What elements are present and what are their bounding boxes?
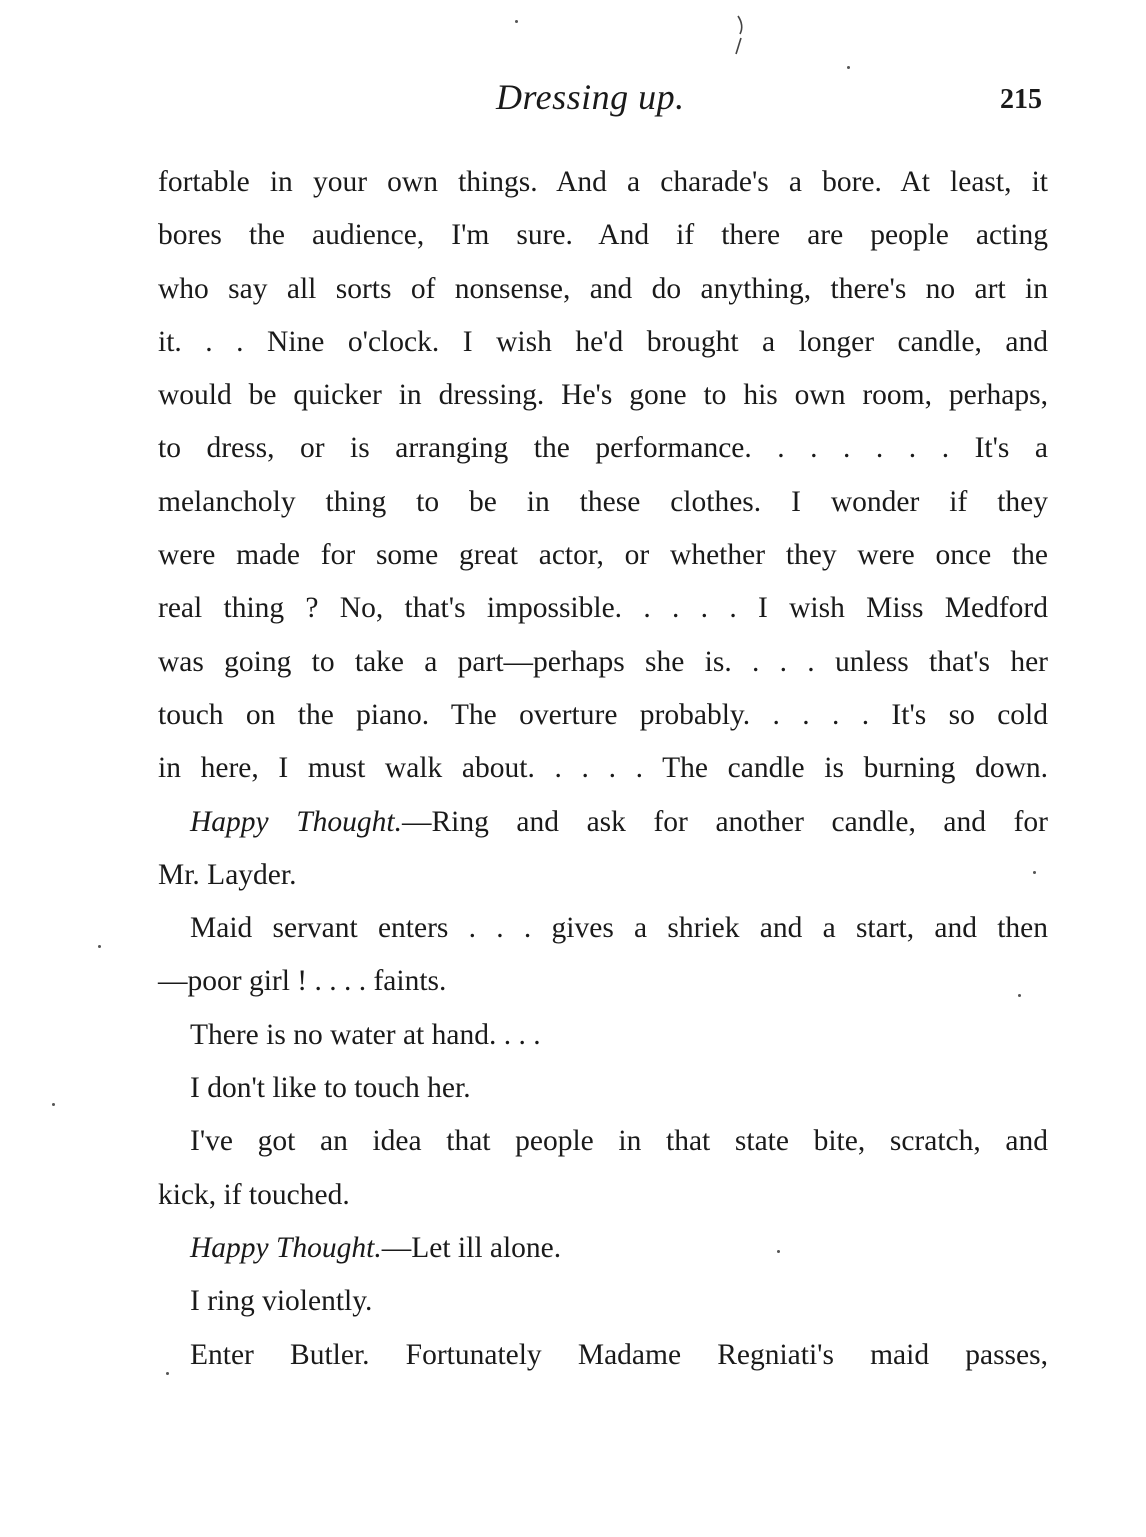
ink-mark bbox=[733, 14, 747, 56]
paragraph-line bbox=[158, 1222, 1048, 1275]
text-fragment: —Let ill alone. bbox=[381, 1231, 562, 1264]
text-line: kick, if touched. bbox=[158, 1178, 350, 1211]
page-header bbox=[158, 72, 1048, 122]
text-line: in here, I must walk about. . . . . The candle is burning down. bbox=[158, 752, 1048, 785]
body-text bbox=[158, 156, 1048, 1382]
running-title: Dressing up. bbox=[496, 77, 685, 117]
happy-thought-label: Happy Thought. bbox=[190, 805, 402, 838]
text-line: Enter Butler. Fortunately Madame Regniati's maid passes, bbox=[190, 1338, 1048, 1371]
text-line: real thing ? No, that's impossible. . . . . I wish Miss Medford bbox=[158, 592, 1048, 625]
text-line: were made for some great actor, or whether they were once the bbox=[158, 539, 1048, 572]
paper-speck bbox=[98, 945, 101, 948]
paper-speck bbox=[52, 1103, 55, 1106]
paragraph-line bbox=[158, 796, 1048, 849]
text-line: I've got an idea that people in that state bite, scratch, and bbox=[190, 1125, 1048, 1158]
text-line: —poor girl ! . . . . faints. bbox=[158, 965, 447, 998]
text-line: it. . . Nine o'clock. I wish he'd brought a longer candle, and bbox=[158, 325, 1048, 358]
text-line: touch on the piano. The overture probably. . . . . It's so cold bbox=[158, 698, 1048, 731]
happy-thought-label: Happy Thought. bbox=[190, 1231, 382, 1264]
text-line: There is no water at hand. . . . bbox=[190, 1018, 541, 1051]
paper-speck bbox=[515, 20, 518, 23]
text-line: was going to take a part—perhaps she is. . . . unless that's her bbox=[158, 645, 1048, 678]
text-line: to dress, or is arranging the performance. . . . . . . It's a bbox=[158, 432, 1048, 465]
text-line: I ring violently. bbox=[190, 1285, 373, 1318]
page-number: 215 bbox=[1000, 84, 1042, 115]
text-line: bores the audience, I'm sure. And if there are people acting bbox=[158, 219, 1048, 252]
text-fragment: —Ring and ask for another candle, and for bbox=[401, 805, 1048, 838]
text-line: I don't like to touch her. bbox=[190, 1072, 471, 1105]
text-line: Mr. Layder. bbox=[158, 858, 297, 891]
text-line: fortable in your own things. And a charade's a bore. At least, it bbox=[158, 166, 1048, 198]
paper-speck bbox=[847, 66, 850, 69]
text-line: melancholy thing to be in these clothes. I wonder if they bbox=[158, 485, 1048, 518]
text-line: who say all sorts of nonsense, and do anything, there's no art in bbox=[158, 272, 1048, 305]
text-line: would be quicker in dressing. He's gone to his own room, perhaps, bbox=[158, 379, 1048, 412]
text-line: Maid servant enters . . . gives a shriek and a start, and then bbox=[190, 912, 1048, 945]
